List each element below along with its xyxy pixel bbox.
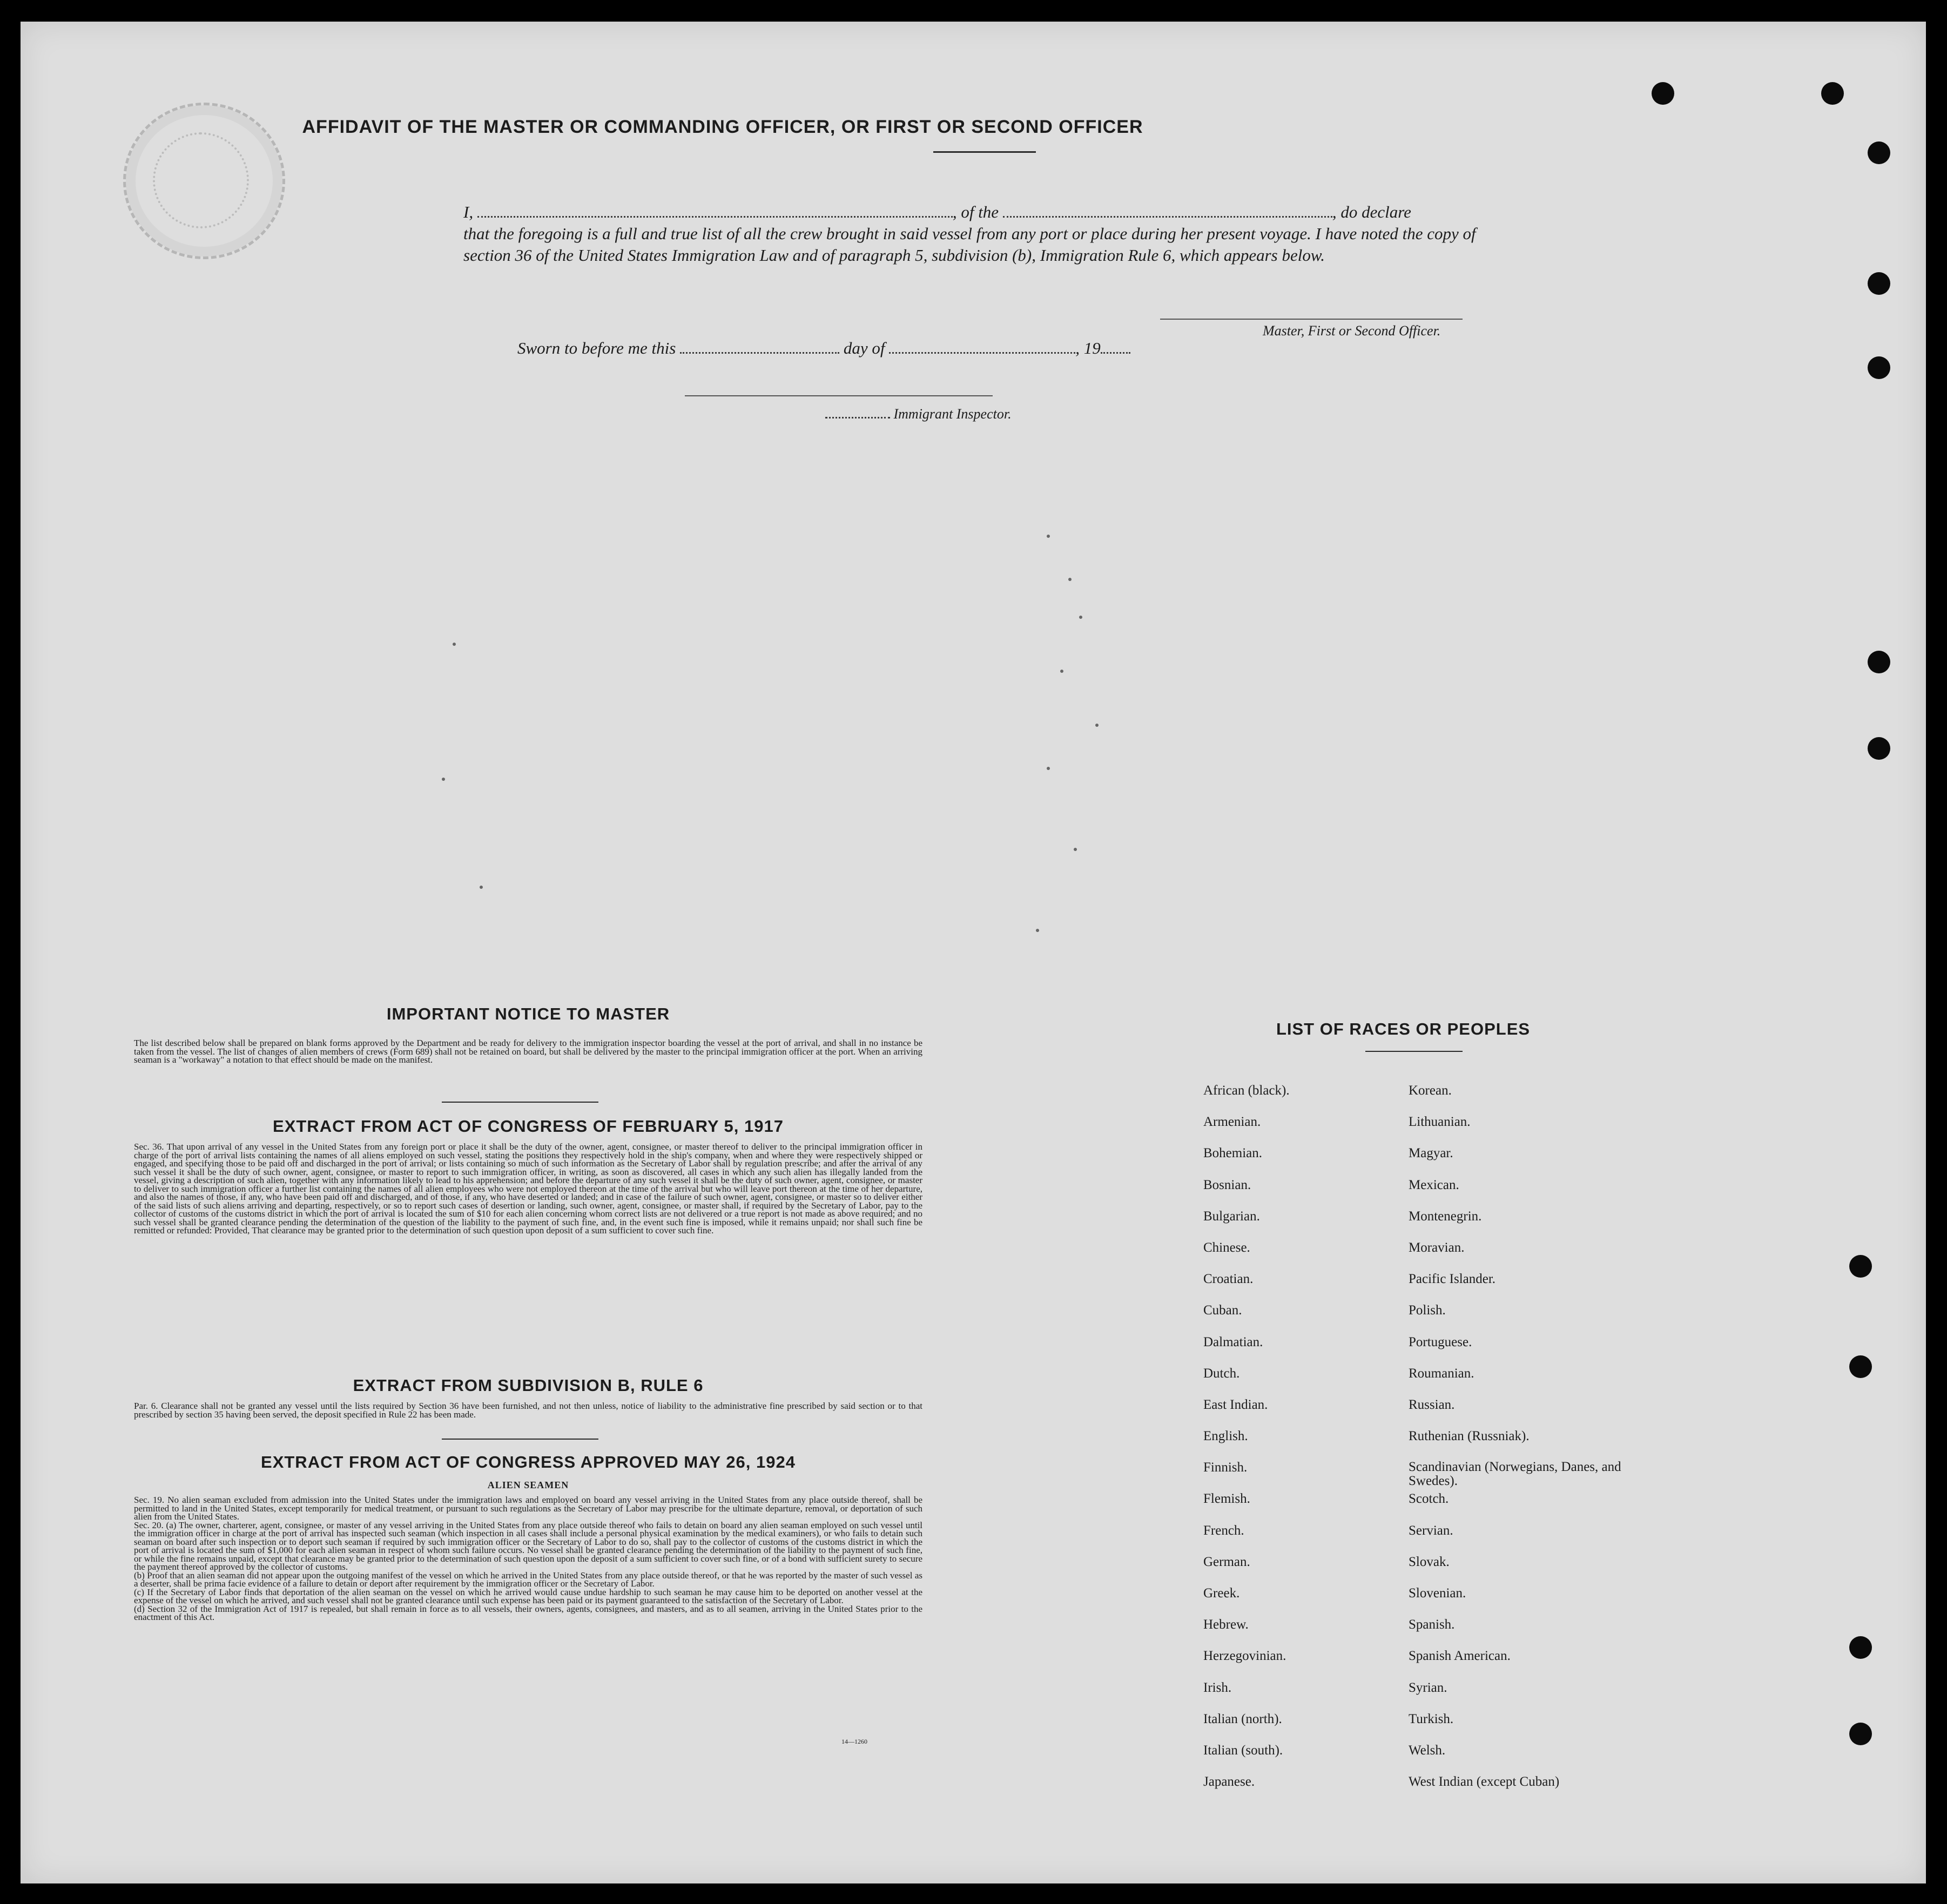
race-item: Welsh. (1409, 1743, 1446, 1758)
sworn-line (517, 336, 1130, 358)
vessel-field[interactable] (1003, 200, 1332, 218)
month-field[interactable] (889, 336, 1075, 354)
race-item: Herzegovinian. (1203, 1649, 1286, 1664)
races-underline (1365, 1051, 1463, 1052)
affidavit-title: AFFIDAVIT OF THE MASTER OR COMMANDING OFFICER, OR FIRST OR SECOND OFFICER (302, 117, 1143, 137)
form-number: 14—1260 (841, 1738, 867, 1745)
race-item: Magyar. (1409, 1146, 1453, 1161)
race-item: English. (1203, 1429, 1248, 1444)
sworn-day-of: day of (843, 339, 885, 357)
race-item: Lithuanian. (1409, 1115, 1471, 1130)
declaration-block (463, 200, 1522, 266)
sworn-prefix: Sworn to before me this (517, 339, 676, 357)
race-item: Italian (south). (1203, 1743, 1283, 1758)
extract-1924-title: EXTRACT FROM ACT OF CONGRESS APPROVED MAY 26, 1924 (261, 1453, 796, 1471)
extract-1917-text: Sec. 36. That upon arrival of any vessel in the United States from any foreign port or place it shall be the duty of the owner, agent, consignee, or master thereof to deliver to the principal immigration officer in charge of the port of arrival lists containing the names of all aliens employed on such vessel, stating the positions they respectively hold in the ship's company, when and where they were respectively shipped or engaged, and specifying those to be paid off and discharged in the port of arrival; or lists containing so much of such information as the Secretary of Labor shall by regulation prescribe; and after the arrival of any such vessel it shall be the duty of such owner, agent, consignee, or master to report to such immigration officer, in writing, as soon as discovered, all cases in which any such alien has illegally landed from the vessel, giving a description of such alien, together with any information likely to lead to his apprehension; and before the departure of any such vessel it shall be the duty of such owner, agent, consignee, or master to deliver to such immigration officer a further list containing the names of all alien employees who were not employed thereon at the time of the arrival but who will leave port thereon at the time of her departure, and also the names of those, if any, who have been paid off and discharged, and of those, if any, who have deserted or landed; and in case of the failure of such owner, agent, consignee, or master so to deliver either of the said lists of such aliens arriving and departing, respectively, or so to report such cases of desertion or landing, such owner, agent, consignee, or master shall, if required by the Secretary of Labor, pay to the collector of customs of the customs district in which the port of arrival is located the sum of $10 for each alien concerning whom correct lists are not delivered or a true report is not made as above required; and no such vessel shall be granted clearance pending the determination of the question of the liability to the payment of such fine, and, in the event such fine is imposed, while it remains unpaid; nor shall such fine be remitted or refunded: Provided, That clearance may be granted prior to the determination of such question upon deposit of a sum sufficient to cover such fine. (134, 1142, 922, 1235)
race-item: Scandinavian (Norwegians, Danes, and Swedes). (1409, 1460, 1621, 1489)
race-item: Korean. (1409, 1083, 1452, 1098)
declaration-of-the: , of the (952, 202, 999, 221)
punch-hole (1652, 82, 1674, 105)
declaration-i: I, (463, 202, 474, 221)
race-item: Montenegrin. (1409, 1208, 1482, 1224)
races-right-column (1409, 1083, 1641, 1806)
punch-hole (1868, 141, 1890, 164)
declaration-body: that the foregoing is a full and true list of all the crew brought in said vessel from any port or place during her present voyage. I have noted the copy of section 36 of the United States Immigration Law and of paragraph 5, subdivision (b), Immigration Rule 6, which appears below. (463, 224, 1476, 265)
race-item: African (black). (1203, 1083, 1290, 1098)
declaration-do-declare: , do declare (1332, 202, 1411, 221)
race-item: Scotch. (1409, 1491, 1449, 1507)
race-item: Servian. (1409, 1523, 1453, 1538)
extract-1924-sec20b: (b) Proof that an alien seaman did not appear upon the outgoing manifest of the vessel on which he arrived in the United States from any place outside thereof, or that he was reported by the master of such vessel as a deserter, shall be prima facie evidence of a failure to detain or deport after requirement by the immigration officer or the Secretary of Labor. (134, 1570, 922, 1589)
race-item: Hebrew. (1203, 1617, 1249, 1632)
punch-hole (1868, 737, 1890, 760)
race-item: Slovak. (1409, 1554, 1450, 1569)
extract-1924-subtitle: ALIEN SEAMEN (487, 1480, 569, 1490)
punch-hole (1821, 82, 1844, 105)
race-item: Japanese. (1203, 1774, 1255, 1790)
race-item: Bulgarian. (1203, 1208, 1260, 1224)
race-item: Turkish. (1409, 1711, 1454, 1726)
races-title: LIST OF RACES OR PEOPLES (1276, 1019, 1531, 1038)
extract-1924-sec20d: (d) Section 32 of the Immigration Act of 1917 is repealed, but shall remain in force as to all vessels, their owners, agents, consignees, and masters, and as to all seamen, arriving in the United States prior to the enactment of this Act. (134, 1603, 922, 1622)
extract-1917-title: EXTRACT FROM ACT OF CONGRESS OF FEBRUARY 5, 1917 (273, 1117, 784, 1136)
punch-hole (1849, 1255, 1872, 1278)
race-item: Chinese. (1203, 1240, 1250, 1255)
race-item: Croatian. (1203, 1272, 1254, 1287)
signature-label: Master, First or Second Officer. (1263, 323, 1441, 339)
race-item: French. (1203, 1523, 1244, 1538)
punch-hole (1868, 356, 1890, 379)
inspector-label (825, 406, 1012, 422)
race-item: Bosnian. (1203, 1177, 1251, 1192)
extract-rule6-text: Par. 6. Clearance shall not be granted any vessel until the lists required by Section 36 have been furnished, and not then unless, notice of liability to the administrative fine prescribed by said section or to that prescribed by section 35 having been served, the deposit specified in Rule 22 has been made. (134, 1401, 922, 1420)
punch-hole (1868, 651, 1890, 673)
punch-hole (1849, 1636, 1872, 1659)
divider (442, 1102, 598, 1103)
extract-1924-sec19: Sec. 19. No alien seaman excluded from admission into the United States under the immigration laws and employed on board any vessel arriving in the United States from any place outside thereof, shall be permitted to land in the United States, except temporarily for medical treatment, or pursuant to such regulations as the Secretary of Labor may prescribe for the ultimate departure, removal, or deportation of such alien from the United States. (134, 1495, 922, 1522)
divider (442, 1439, 598, 1440)
race-item: Slovenian. (1409, 1586, 1466, 1601)
extract-1924-body (134, 1496, 922, 1622)
race-item: Russian. (1409, 1397, 1455, 1412)
race-item: Italian (north). (1203, 1711, 1282, 1726)
name-field[interactable] (477, 200, 953, 218)
race-item: Bohemian. (1203, 1146, 1263, 1161)
notice-title: IMPORTANT NOTICE TO MASTER (386, 1004, 670, 1023)
race-item: Cuban. (1203, 1303, 1242, 1318)
race-item: Mexican. (1409, 1177, 1459, 1192)
race-item: Irish. (1203, 1680, 1232, 1695)
race-item: Pacific Islander. (1409, 1272, 1496, 1287)
extract-1924-sec20c: (c) If the Secretary of Labor finds that deportation of the alien seaman on the vessel on which he arrived would cause undue hardship to such seaman he may cause him to be deported on another vessel at the expense of the vessel on which he arrived, and such vessel shall not be granted clearance until such expense has been paid or its payment guaranteed to the satisfaction of the Secretary of Labor. (134, 1586, 922, 1605)
day-field[interactable] (680, 336, 839, 354)
race-item: Syrian. (1409, 1680, 1447, 1695)
punch-hole (1868, 272, 1890, 295)
race-item: East Indian. (1203, 1397, 1268, 1412)
race-item: Moravian. (1409, 1240, 1465, 1255)
inspector-label-text: Immigrant Inspector. (893, 406, 1012, 422)
race-item: West Indian (except Cuban) (1409, 1774, 1560, 1790)
race-item: Greek. (1203, 1586, 1240, 1601)
races-left-column (1203, 1083, 1409, 1806)
signature-line[interactable] (1160, 319, 1463, 320)
extract-1924-sec20a: Sec. 20. (a) The owner, charterer, agent, consignee, or master of any vessel arriving in the United States from any place outside thereof who fails to detain on board any alien seaman employed on such vessel until the immigration officer in charge at the port of arrival has inspected such seaman (which inspection in all cases shall include a personal physical examination by the medical examiners), or who fails to detain such seaman on board after such inspection or to deport such seaman if required by such immigration officer or the Secretary of Labor to do so, shall pay to the collector of customs of the customs district in which the port of arrival is located the sum of $1,000 for each alien seaman in respect of whom such failure occurs. No vessel shall be granted clearance pending the determination of the liability to the payment of such fine, or while the fine remains unpaid, except that clearance may be granted prior to the determination of such question upon the deposit of a sum sufficient to cover such fine, or of a bond with sufficient surety to secure the payment thereof approved by the collector of customs. (134, 1520, 922, 1572)
race-item: Spanish. (1409, 1617, 1455, 1632)
race-item: German. (1203, 1554, 1250, 1569)
extract-rule6-title: EXTRACT FROM SUBDIVISION B, RULE 6 (353, 1376, 704, 1395)
race-item: Armenian. (1203, 1115, 1261, 1130)
title-underline (933, 151, 1036, 153)
race-item: Dalmatian. (1203, 1334, 1263, 1349)
inspector-signature-line[interactable] (685, 395, 993, 396)
punch-hole (1849, 1355, 1872, 1378)
race-item: Dutch. (1203, 1366, 1240, 1381)
document-page (21, 22, 1926, 1883)
race-item: Ruthenian (Russniak). (1409, 1429, 1530, 1444)
sworn-year: , 19 (1075, 339, 1101, 357)
year-field[interactable] (1101, 336, 1130, 354)
notice-text: The list described below shall be prepared on blank forms approved by the Department and be ready for delivery to the immigration inspector boarding the vessel at the port of arrival, and shall in no instance be taken from the vessel. The list of changes of alien members of crews (Form 689) shall not be retained on board, but shall be delivered by the master to the principal immigration officer at the port. When an arriving seaman is a "workaway" a notation to that effect should be made on the manifest. (134, 1038, 922, 1065)
race-item: Flemish. (1203, 1491, 1250, 1507)
race-item: Polish. (1409, 1303, 1446, 1318)
punch-hole (1849, 1723, 1872, 1745)
race-item: Spanish American. (1409, 1649, 1511, 1664)
race-item: Portuguese. (1409, 1334, 1472, 1349)
race-item: Roumanian. (1409, 1366, 1474, 1381)
race-item: Finnish. (1203, 1460, 1248, 1475)
